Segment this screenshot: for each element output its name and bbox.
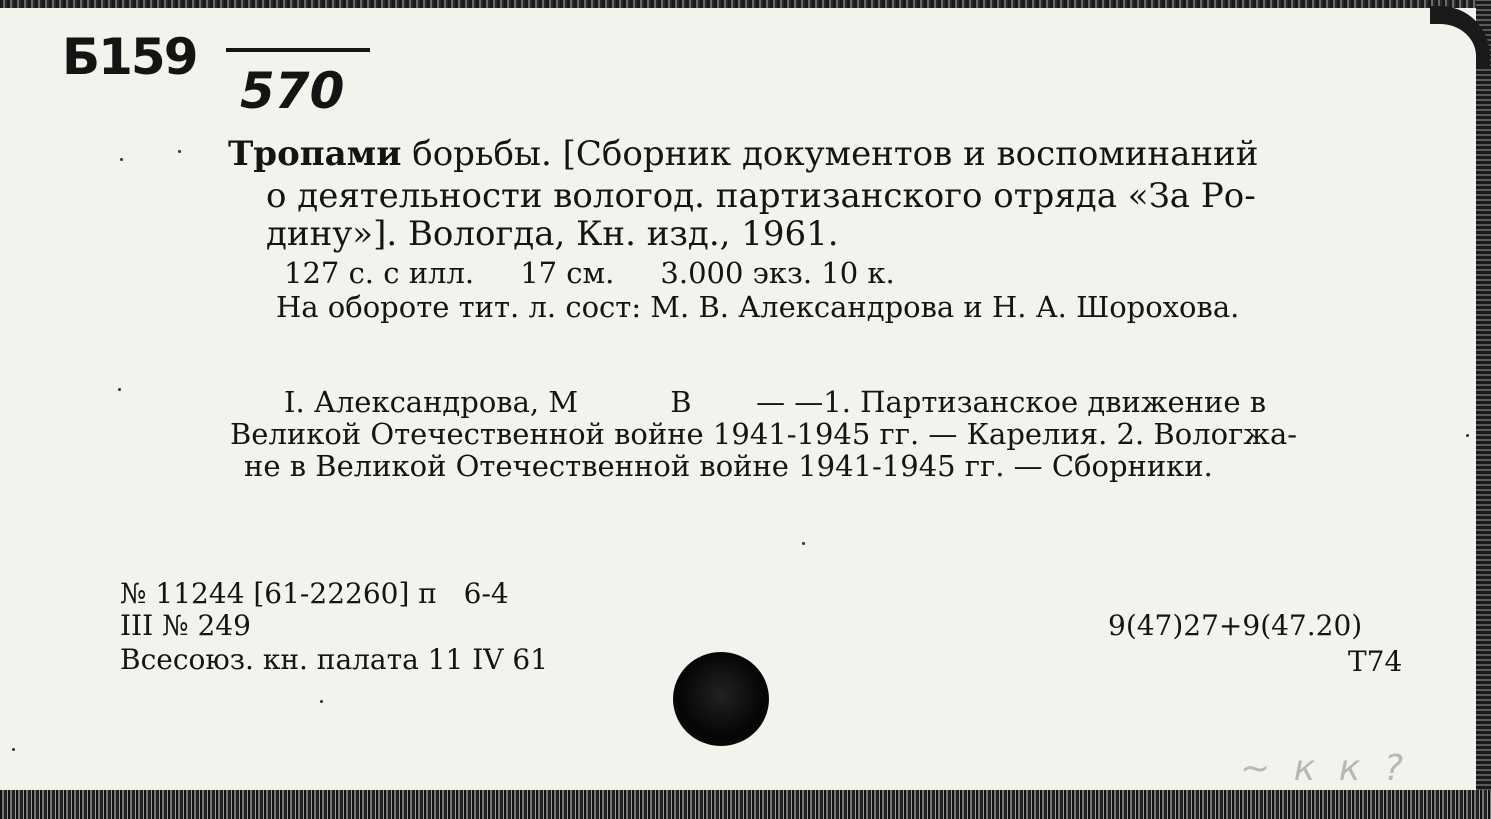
card-bottom-edge — [0, 790, 1491, 819]
author-sign: Т74 — [1348, 645, 1403, 678]
title-line-1 — [228, 134, 1258, 174]
handwritten-shelf-code: Б159 — [62, 28, 197, 86]
list-number: III № 249 — [120, 609, 251, 642]
punch-hole — [673, 652, 769, 746]
physical-description: 127 с. с илл. 17 см. 3.000 экз. 10 к. — [284, 256, 895, 290]
speck — [802, 542, 805, 545]
handwritten-number: 570 — [240, 62, 345, 120]
speck — [320, 700, 323, 703]
tracing-line-1: I. Александрова, М В — —1. Партизанское движение в — [284, 385, 1267, 419]
pencil-note: ~ к к ? — [1240, 748, 1410, 789]
chamber-stamp: Всесоюз. кн. палата 11 IV 61 — [120, 643, 549, 676]
speck — [12, 748, 15, 751]
speck — [1466, 434, 1469, 437]
classification-index: 9(47)27+9(47.20) — [1108, 609, 1363, 642]
tracing-line-2: Великой Отечественной войне 1941-1945 гг. — Карелия. 2. Вологжа- — [230, 417, 1298, 451]
speck — [118, 388, 121, 391]
title-line-3: дину»]. Вологда, Кн. изд., 1961. — [266, 214, 839, 254]
tracing-line-3: не в Великой Отечественной войне 1941-1945 гг. — Сборники. — [244, 449, 1213, 483]
title-line-1-text: борьбы. [Сборник документов и воспоминаний — [412, 134, 1259, 174]
card-top-edge — [0, 0, 1491, 8]
speck — [178, 150, 181, 153]
title-line-2: о деятельности вологод. партизанского отряда «За Ро- — [266, 176, 1256, 216]
card-right-edge — [1476, 0, 1491, 819]
speck — [120, 158, 123, 161]
registration-number: № 11244 [61-22260] п 6-4 — [120, 577, 509, 610]
compiler-note: На обороте тит. л. сост: М. В. Александрова и Н. А. Шорохова. — [276, 290, 1240, 324]
handwritten-fraction-line — [226, 48, 370, 52]
title-lead-word: Тропами — [228, 134, 402, 174]
